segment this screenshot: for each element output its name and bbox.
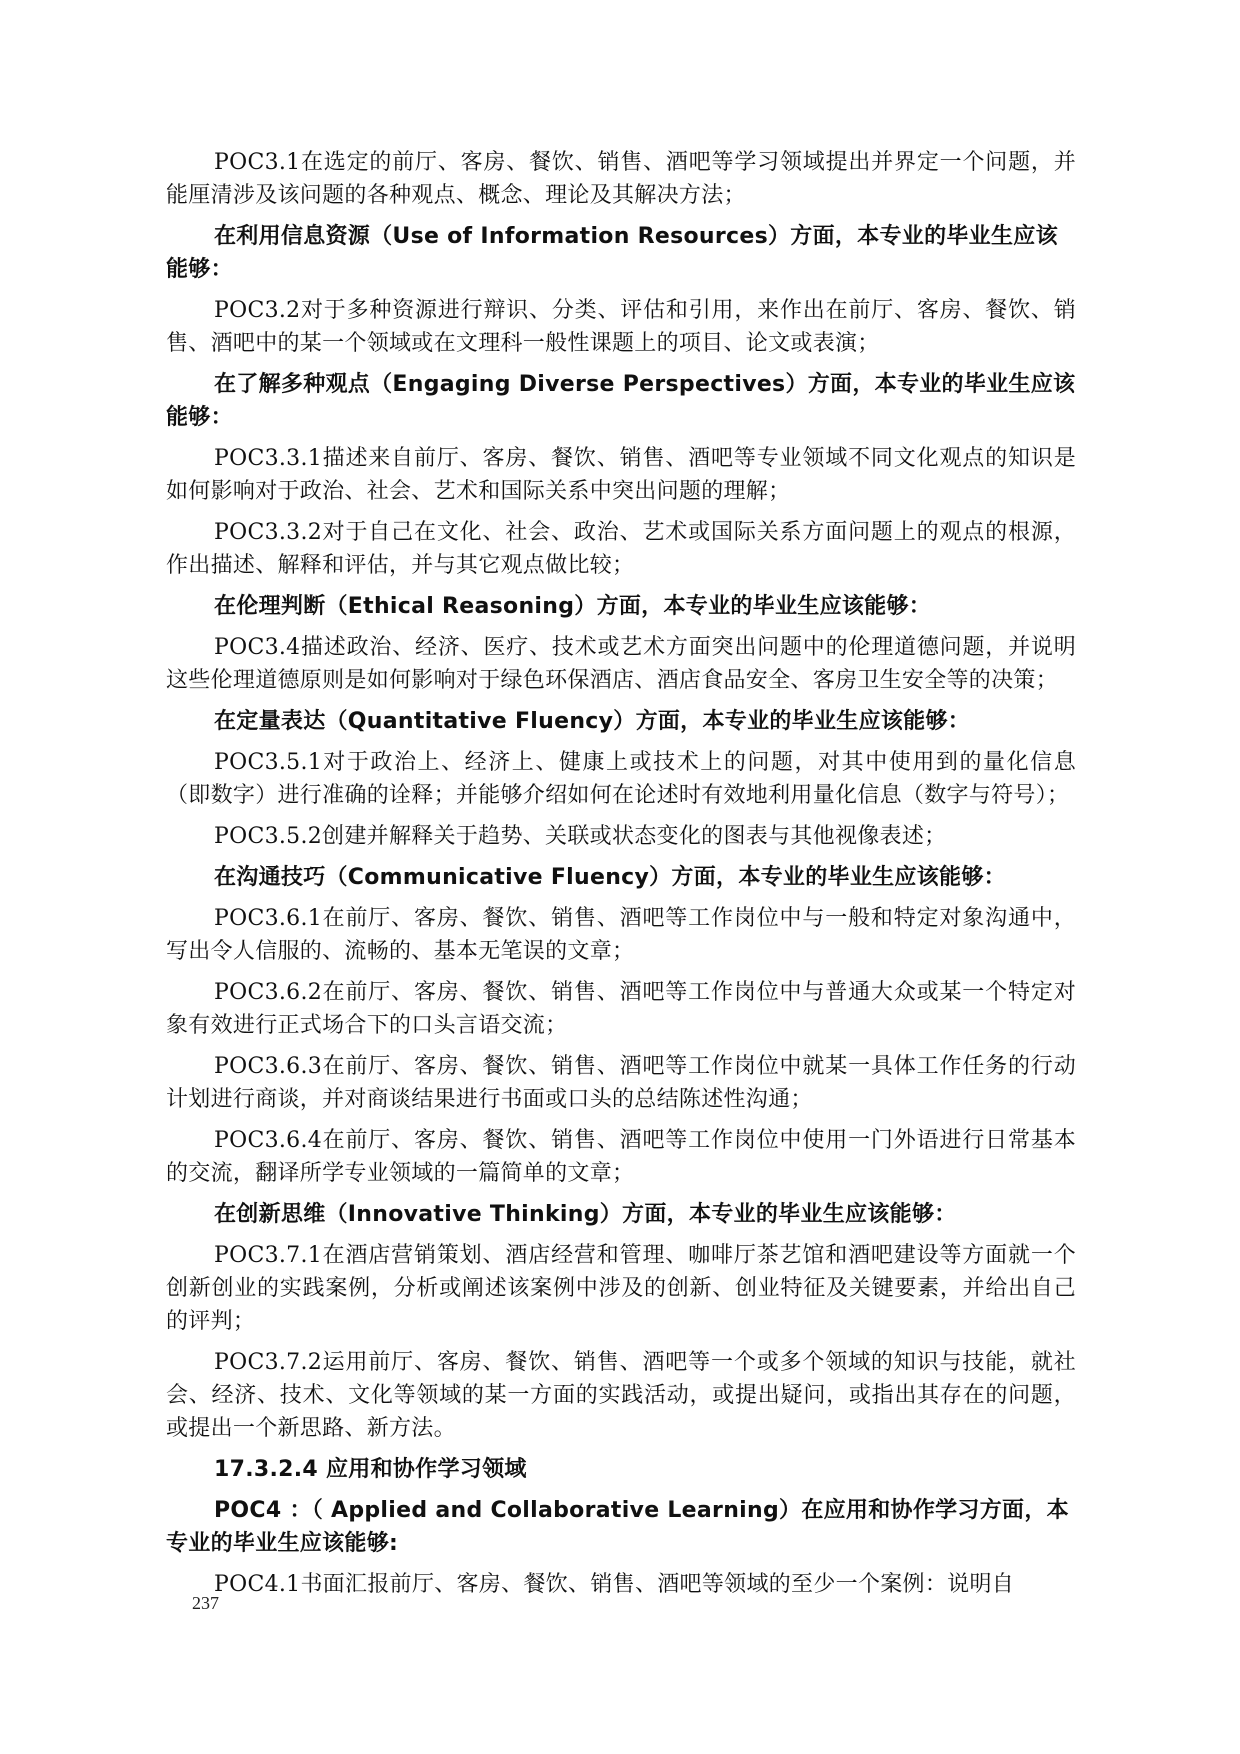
heading-applied-collaborative-learning: POC4 ：（ Applied and Collaborative Learning）在应用和协作学习方面，本专业的毕业生应该能够: xyxy=(166,1498,1069,1556)
paragraph-poc3-4: POC3.4描述政治、经济、医疗、技术或艺术方面突出问题中的伦理道德问题，并说明这些伦理道德原则是如何影响对于绿色环保酒店、酒店食品安全、客房卫生安全等的决策； xyxy=(166,635,1076,693)
heading-ethical-reasoning: 在伦理判断（Ethical Reasoning）方面，本专业的毕业生应该能够： xyxy=(214,594,932,619)
paragraph-poc3-5-2: POC3.5.2创建并解释关于趋势、关联或状态变化的图表与其他视像表述； xyxy=(214,824,947,849)
paragraph-poc3-7-2: POC3.7.2运用前厅、客房、餐饮、销售、酒吧等一个或多个领域的知识与技能，就社会、经济、技术、文化等领域的某一方面的实践活动，或提出疑问，或指出其存在的问题，或提出一个新思路、新方法。 xyxy=(166,1350,1076,1441)
paragraph-poc3-3-1: POC3.3.1描述来自前厅、客房、餐饮、销售、酒吧等专业领域不同文化观点的知识是如何影响对于政治、社会、艺术和国际关系中突出问题的理解； xyxy=(166,446,1076,504)
paragraph-poc3-2: POC3.2对于多种资源进行辩识、分类、评估和引用，来作出在前厅、客房、餐饮、销售、酒吧中的某一个领域或在文理科一般性课题上的项目、论文或表演； xyxy=(166,298,1076,356)
paragraph-poc4-1: POC4.1书面汇报前厅、客房、餐饮、销售、酒吧等领域的至少一个案例：说明自 xyxy=(214,1572,1015,1597)
heading-innovative-thinking: 在创新思维（Innovative Thinking）方面，本专业的毕业生应该能够： xyxy=(214,1202,957,1227)
heading-quantitative-fluency: 在定量表达（Quantitative Fluency）方面，本专业的毕业生应该能够： xyxy=(214,709,971,734)
paragraph-poc3-5-1: POC3.5.1对于政治上、经济上、健康上或技术上的问题，对其中使用到的量化信息（即数字）进行准确的诠释；并能够介绍如何在论述时有效地利用量化信息（数字与符号）； xyxy=(166,750,1076,808)
heading-communicative-fluency: 在沟通技巧（Communicative Fluency）方面，本专业的毕业生应该能够： xyxy=(214,865,1006,890)
paragraph-poc3-1: POC3.1在选定的前厅、客房、餐饮、销售、酒吧等学习领域提出并界定一个问题，并能厘清涉及该问题的各种观点、概念、理论及其解决方法； xyxy=(166,150,1076,208)
paragraph-poc3-6-4: POC3.6.4在前厅、客房、餐饮、销售、酒吧等工作岗位中使用一门外语进行日常基本的交流，翻译所学专业领域的一篇简单的文章； xyxy=(166,1128,1076,1186)
paragraph-poc3-6-3: POC3.6.3在前厅、客房、餐饮、销售、酒吧等工作岗位中就某一具体工作任务的行动计划进行商谈，并对商谈结果进行书面或口头的总结陈述性沟通； xyxy=(166,1054,1076,1112)
paragraph-poc3-3-2: POC3.3.2对于自己在文化、社会、政治、艺术或国际关系方面问题上的观点的根源，作出描述、解释和评估，并与其它观点做比较； xyxy=(166,520,1076,578)
paragraph-poc3-6-1: POC3.6.1在前厅、客房、餐饮、销售、酒吧等工作岗位中与一般和特定对象沟通中，写出令人信服的、流畅的、基本无笔误的文章； xyxy=(166,906,1076,964)
page-body xyxy=(166,146,1076,1609)
paragraph-poc3-7-1: POC3.7.1在酒店营销策划、酒店经营和管理、咖啡厅茶艺馆和酒吧建设等方面就一个创新创业的实践案例，分析或阐述该案例中涉及的创新、创业特征及关键要素，并给出自己的评判； xyxy=(166,1243,1076,1334)
heading-information-resources: 在利用信息资源（Use of Information Resources）方面，本专业的毕业生应该能够： xyxy=(166,224,1058,282)
heading-diverse-perspectives: 在了解多种观点（Engaging Diverse Perspectives）方面，本专业的毕业生应该能够： xyxy=(166,372,1076,430)
paragraph-poc3-6-2: POC3.6.2在前厅、客房、餐饮、销售、酒吧等工作岗位中与普通大众或某一个特定对象有效进行正式场合下的口头言语交流； xyxy=(166,980,1076,1038)
section-heading-17-3-2-4: 17.3.2.4 应用和协作学习领域 xyxy=(214,1457,527,1482)
page-number: 237 xyxy=(192,1593,219,1613)
